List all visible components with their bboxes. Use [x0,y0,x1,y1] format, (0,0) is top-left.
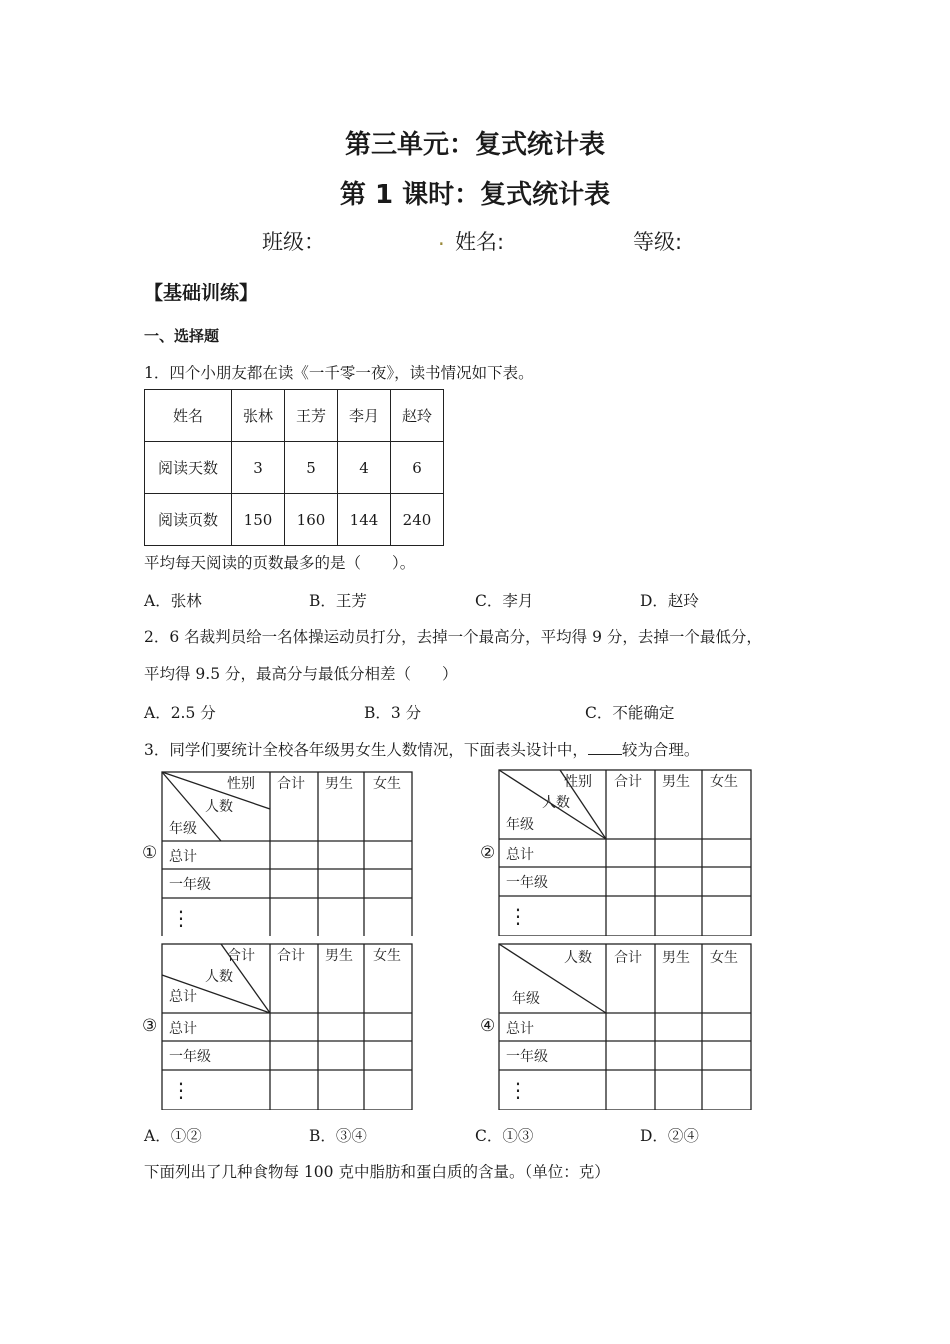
unit-title: 第三单元：复式统计表 [344,130,605,160]
row-header: 一年级 [169,1049,211,1065]
table-cell: 阅读天数 [145,442,232,494]
column-header: 合计 [277,948,305,964]
corner-label-top: 人数 [564,950,592,966]
corner-label-middle: 人数 [205,799,233,815]
table-cell: 240 [391,494,444,546]
corner-label-bottom: 年级 [512,991,540,1007]
q2-option-c: C．不能确定 [585,704,675,722]
section-title: 【基础训练】 [144,282,259,304]
q4-intro: 下面列出了几种食物每 100 克中脂肪和蛋白质的含量。（单位：克） [144,1163,610,1181]
corner-label-middle: 人数 [542,795,570,811]
q3-stem [144,738,699,760]
corner-label-top: 合计 [227,948,255,964]
reading-table [144,389,444,546]
row-header: 总计 [506,1021,534,1037]
table-cell: 160 [285,494,338,546]
column-header: 男生 [325,776,353,792]
design-number: ③ [142,1016,158,1036]
column-header: 合计 [614,774,642,790]
q1-option-c: C．李月 [475,592,534,610]
q1-option-d: D．赵玲 [640,592,699,610]
row-header: 一年级 [506,875,548,891]
q2-stem-line2: 平均得 9.5 分，最高分与最低分相差（ ） [144,665,458,683]
row-ellipsis: ⋮ [171,1078,191,1102]
corner-label-top: 性别 [227,776,255,792]
table-row [145,390,444,442]
row-ellipsis: ⋮ [171,906,191,930]
header-design-3 [161,943,413,1110]
row-header: 总计 [169,849,197,865]
q3-stem-after: 较为合理。 [621,741,700,759]
column-header: 男生 [662,774,690,790]
table-cell: 150 [232,494,285,546]
row-header: 一年级 [506,1049,548,1065]
design-number: ② [480,843,496,863]
corner-label-bottom: 年级 [169,821,197,837]
q1-question: 平均每天阅读的页数最多的是（ ）。 [144,554,416,572]
row-header: 总计 [506,847,534,863]
row-header: 总计 [169,1021,197,1037]
q2-option-a: A．2.5 分 [144,704,216,722]
header-design-4 [498,943,752,1110]
q3-option-b: B．③④ [309,1127,367,1145]
column-header: 女生 [373,776,401,792]
q3-stem-before: 3．同学们要统计全校各年级男女生人数情况，下面表头设计中， [144,741,588,759]
row-ellipsis: ⋮ [508,904,528,928]
header-design-2 [498,769,752,936]
q3-option-c: C．①③ [475,1127,534,1145]
corner-label-top: 性别 [564,774,592,790]
column-header: 女生 [710,774,738,790]
separator-dot: . [438,226,445,250]
table-cell: 3 [232,442,285,494]
table-header-cell: 李月 [338,390,391,442]
q3-option-d: D．②④ [640,1127,699,1145]
table-cell: 4 [338,442,391,494]
table-header-cell: 张林 [232,390,285,442]
column-header: 女生 [373,948,401,964]
header-design-1 [161,771,413,936]
column-header: 合计 [277,776,305,792]
corner-label-bottom: 年级 [506,817,534,833]
row-ellipsis: ⋮ [508,1078,528,1102]
column-header: 女生 [710,950,738,966]
table-cell: 6 [391,442,444,494]
column-header: 男生 [325,948,353,964]
section-subtitle: 一、选择题 [144,327,220,345]
table-header-cell: 姓名 [145,390,232,442]
answer-blank [588,740,622,755]
table-row [145,494,444,546]
table-cell: 阅读页数 [145,494,232,546]
corner-label-middle: 人数 [205,969,233,985]
table-header-cell: 王芳 [285,390,338,442]
row-header: 一年级 [169,877,211,893]
corner-label-bottom: 总计 [169,989,197,1005]
q3-option-a: A．①② [144,1127,202,1145]
column-header: 合计 [614,950,642,966]
name-label: 姓名: [455,230,505,254]
table-header-cell: 赵玲 [391,390,444,442]
class-label: 班级： [262,230,325,254]
design-number: ④ [480,1016,496,1036]
table-cell: 5 [285,442,338,494]
q1-option-b: B．王芳 [309,592,367,610]
q1-option-a: A．张林 [144,592,202,610]
table-row [145,442,444,494]
q2-stem-line1: 2．6 名裁判员给一名体操运动员打分，去掉一个最高分，平均得 9 分，去掉一个最低分， [144,628,762,646]
lesson-title: 第 1 课时：复式统计表 [339,180,611,210]
grade-label: 等级: [633,230,683,254]
design-number: ① [142,843,158,863]
q2-option-b: B．3 分 [364,704,422,722]
q1-stem: 1．四个小朋友都在读《一千零一夜》，读书情况如下表。 [144,364,534,382]
table-cell: 144 [338,494,391,546]
column-header: 男生 [662,950,690,966]
